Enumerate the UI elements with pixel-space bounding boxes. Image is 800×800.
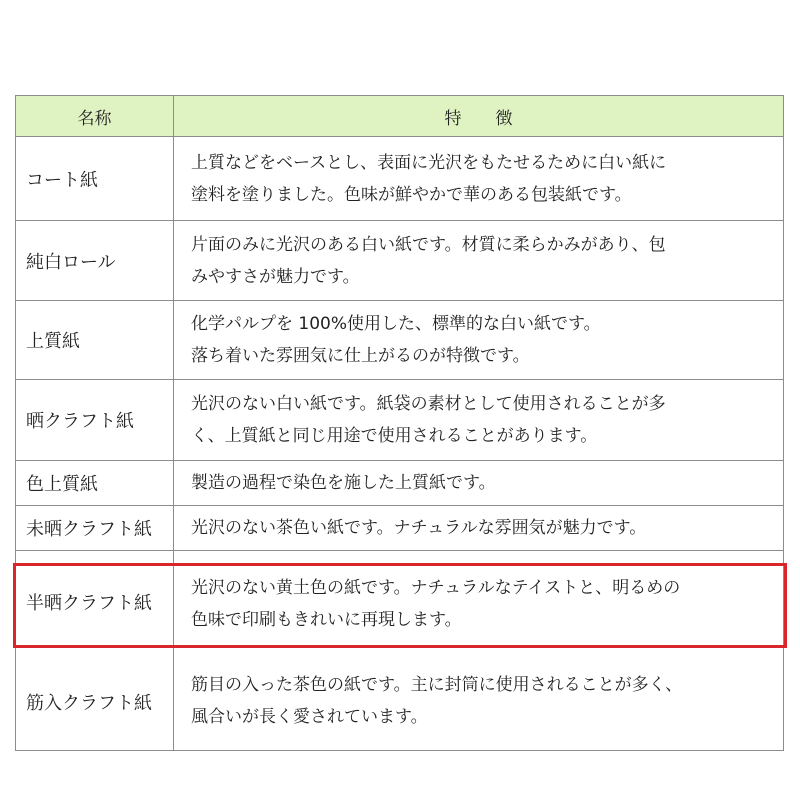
header-features: 特 徴 [174, 96, 784, 137]
paper-name: 未晒クラフト紙 [16, 506, 174, 551]
description-line: く、上質紙と同じ用途で使用されることがあります。 [191, 426, 598, 446]
header-row [16, 96, 784, 137]
paper-name: 上質紙 [16, 301, 174, 380]
table-row-pure-white-roll [16, 221, 784, 301]
table-row-ribbed-kraft [16, 648, 784, 751]
paper-name: コート紙 [16, 137, 174, 221]
paper-description [174, 301, 784, 380]
paper-name: 晒クラフト紙 [16, 380, 174, 461]
table-header [16, 96, 784, 137]
description-line: 光沢のない白い紙です。紙袋の素材として使用されることが多 [191, 394, 666, 414]
paper-description [174, 221, 784, 301]
description-line: 化学パルプを 100%使用した、標準的な白い紙です。 [191, 314, 601, 334]
description-line: 風合いが長く愛されています。 [191, 707, 428, 727]
paper-types-table [15, 95, 784, 751]
paper-description [174, 551, 784, 648]
description-line: みやすさが魅力です。 [191, 266, 360, 287]
description-line: 上質などをベースとし、表面に光沢をもたせるために白い紙に [191, 152, 667, 173]
paper-name: 色上質紙 [16, 461, 174, 506]
description-line: 製造の過程で染色を施した上質紙です。 [191, 473, 496, 493]
table-row-semi-bleached-kraft [16, 551, 784, 648]
description-line: 光沢のない茶色い紙です。ナチュラルな雰囲気が魅力です。 [191, 518, 647, 538]
paper-description [174, 380, 784, 461]
header-name: 名称 [16, 96, 174, 137]
table-body [16, 137, 784, 751]
paper-description [174, 506, 784, 551]
table-row-bleached-kraft [16, 380, 784, 461]
description-line: 落ち着いた雰囲気に仕上がるのが特徴です。 [191, 346, 530, 366]
description-line: 筋目の入った茶色の紙です。主に封筒に使用されることが多く、 [191, 675, 683, 695]
description-line: 片面のみに光沢のある白い紙です。材質に柔らかみがあり、包 [191, 234, 666, 255]
table-row-colored-woodfree [16, 461, 784, 506]
paper-description [174, 461, 784, 506]
description-line: 塗料を塗りました。色味が鮮やかで華のある包装紙です。 [191, 184, 632, 205]
description-line: 色味で印刷もきれいに再現します。 [191, 610, 462, 630]
table-row-unbleached-kraft [16, 506, 784, 551]
paper-description [174, 648, 784, 751]
table-row-coated-paper [16, 137, 784, 221]
paper-name: 筋入クラフト紙 [16, 648, 174, 751]
paper-description [174, 137, 784, 221]
description-line: 光沢のない黄土色の紙です。ナチュラルなテイストと、明るめの [191, 578, 681, 598]
paper-name: 純白ロール [16, 221, 174, 301]
table-row-woodfree-paper [16, 301, 784, 380]
paper-name: 半晒クラフト紙 [16, 551, 174, 648]
